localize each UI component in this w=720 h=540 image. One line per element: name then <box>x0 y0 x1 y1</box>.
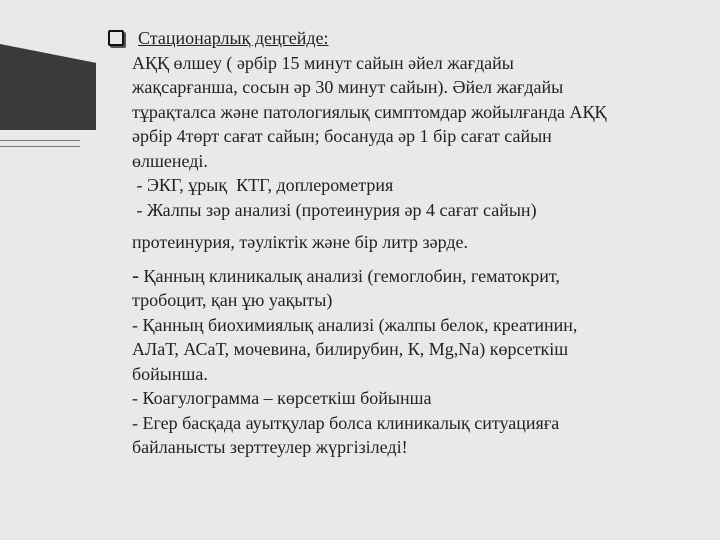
text-line: жақсарғанша, сосын әр 30 минут сайын). Әйел жағдайы <box>132 77 564 97</box>
decorative-line <box>0 140 80 141</box>
blood-biochem-item <box>132 313 693 387</box>
list-item-ekg: - ЭКГ, ұрық КТГ, доплерометрия <box>132 175 394 195</box>
decorative-line <box>0 146 80 147</box>
text-line: АҚҚ өлшеу ( әрбір 15 минут сайын әйел жағдайы <box>132 52 514 73</box>
checkbox-bullet-icon <box>108 30 124 46</box>
other-studies-item <box>132 411 693 460</box>
text-line: - Қанның биохимиялық анализі (жалпы белок, креатинин, <box>132 314 578 335</box>
text-line: АЛаТ, АСаТ, мочевина, билирубин, К, Mg,Na) көрсеткіш <box>132 339 569 359</box>
blood-clinical-item <box>132 263 693 313</box>
list-item-urine: - Жалпы зәр анализі (протеинурия әр 4 сағат сайын) <box>132 199 537 220</box>
slide-content <box>108 26 693 460</box>
text-line: өлшенеді. <box>132 150 208 171</box>
dash-marker: - <box>132 262 139 287</box>
text-line: бойынша. <box>132 363 208 384</box>
text-line: тұрақталса және патологиялық симптомдар жойылғанда АҚҚ <box>132 101 607 122</box>
text-line: тробоцит, қан ұю уақыты) <box>132 290 333 310</box>
intro-paragraph <box>132 51 693 174</box>
coagulogram-item: - Коагулограмма – көрсеткіш бойынша <box>132 388 432 408</box>
decorative-bar <box>0 44 96 130</box>
text-line: Қанның клиникалық анализі (гемоглобин, гематокрит, <box>139 265 560 286</box>
text-line: - Егер басқада ауытқулар болса клиникалық ситуацияға <box>132 412 560 433</box>
proteinuria-line: протеинурия, тәуліктік және бір литр зәрде. <box>132 232 469 252</box>
text-line: әрбір 4төрт сағат сайын; босануда әр 1 бір сағат сайын <box>132 126 552 146</box>
text-line: байланысты зерттеулер жүргізіледі! <box>132 437 408 457</box>
section-heading: Стационарлық деңгейде: <box>138 28 329 48</box>
